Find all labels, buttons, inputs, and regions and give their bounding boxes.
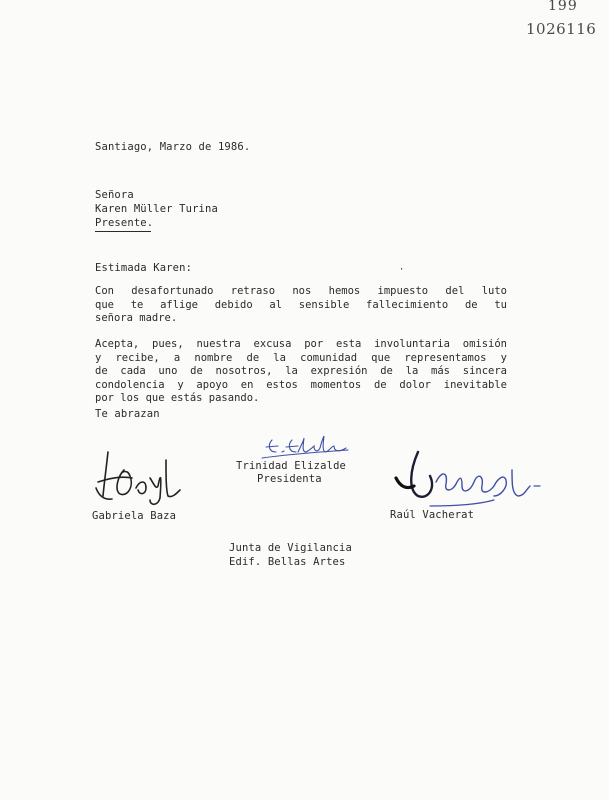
paragraph-2-line: y recibe, a nombre de la comunidad que representamos y xyxy=(95,351,507,364)
place-date: Santiago, Marzo de 1986. xyxy=(95,141,251,153)
archive-folio: 199 xyxy=(548,0,578,14)
closing: Te abrazan xyxy=(95,408,160,420)
paragraph-2-line: por los que estás pasando. xyxy=(95,392,260,404)
stray-mark: ⋅ xyxy=(399,265,405,275)
paragraph-2-line: condolencia y apoyo en estos momentos de dolor inevitable xyxy=(95,378,507,391)
signatory-right-name: Raúl Vacherat xyxy=(390,509,475,521)
organization-line-2: Edif. Bellas Artes xyxy=(229,556,346,568)
signatory-left-name: Gabriela Baza xyxy=(92,510,177,522)
paragraph-1-line: señora madre. xyxy=(95,312,178,324)
organization-line-1: Junta de Vigilancia xyxy=(229,542,352,554)
addressee-line-2: Karen Müller Turina xyxy=(95,203,218,215)
paragraph-1-line: que te aflige debido al sensible fallecimiento de tu xyxy=(95,298,507,311)
addressee-line-3: Presente. xyxy=(95,217,154,229)
signatory-center-name: Trinidad Elizalde xyxy=(236,460,347,472)
salutation: Estimada Karen: xyxy=(95,262,193,274)
signature-left xyxy=(96,452,180,504)
paragraph-2-line: de cada uno de nosotros, la expresión de la más sincera xyxy=(95,365,507,377)
signature-right xyxy=(396,452,540,506)
signatory-center-title: Presidenta xyxy=(257,473,322,485)
paragraph-1-line: Con desafortunado retraso nos hemos impuesto del luto xyxy=(95,285,507,297)
paragraph-2-line: Acepta, pues, nuestra excusa por esta involuntaria omisión xyxy=(95,338,507,350)
signature-center xyxy=(262,436,348,458)
archive-code: 1026116 xyxy=(526,20,597,38)
addressee-line-1: Señora xyxy=(95,189,134,201)
